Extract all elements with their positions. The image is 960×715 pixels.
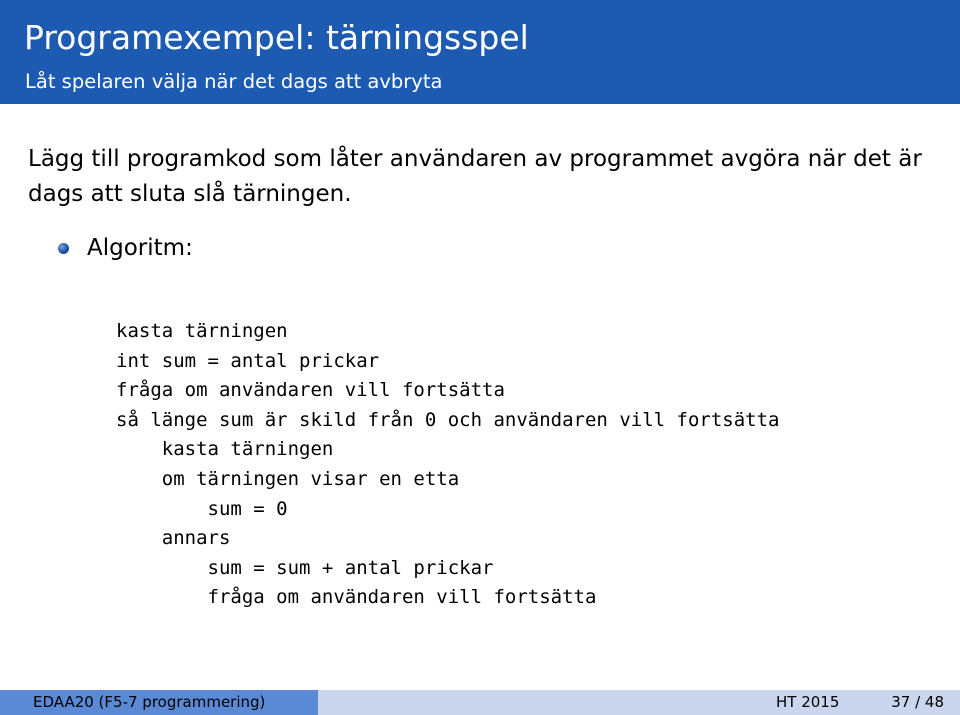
code-line: int sum = antal prickar: [116, 349, 380, 372]
algorithm-code-block: [116, 317, 779, 613]
bullet-item-algorithm: [58, 235, 193, 261]
code-line: så länge sum är skild från 0 och användaren vill fortsätta: [116, 408, 780, 431]
code-line: annars: [116, 527, 231, 550]
code-line: fråga om användaren vill fortsätta: [116, 586, 597, 609]
code-line: sum = sum + antal prickar: [116, 556, 494, 579]
slide-subtitle: Låt spelaren välja när det dags att avbryta: [25, 70, 443, 93]
code-line: sum = 0: [116, 497, 288, 520]
slide-title: Programexempel: tärningsspel: [24, 18, 529, 57]
code-line: om tärningen visar en etta: [116, 467, 460, 490]
bullet-icon: [58, 243, 69, 254]
code-line: fråga om användaren vill fortsätta: [116, 379, 505, 402]
intro-text: Lägg till programkod som låter användaren av programmet avgöra när det är dags att sluta slå tärningen.: [28, 146, 922, 207]
footer-page-number: 37 / 48: [891, 693, 944, 711]
bullet-label: Algoritm:: [87, 235, 193, 261]
code-line: kasta tärningen: [116, 438, 334, 461]
slide-header: [0, 0, 960, 104]
footer-course: EDAA20 (F5-7 programmering): [0, 690, 318, 715]
code-line: kasta tärningen: [116, 320, 288, 342]
footer-term: HT 2015: [776, 693, 840, 711]
slide-footer: [0, 690, 960, 715]
footer-right-panel: [318, 690, 960, 715]
